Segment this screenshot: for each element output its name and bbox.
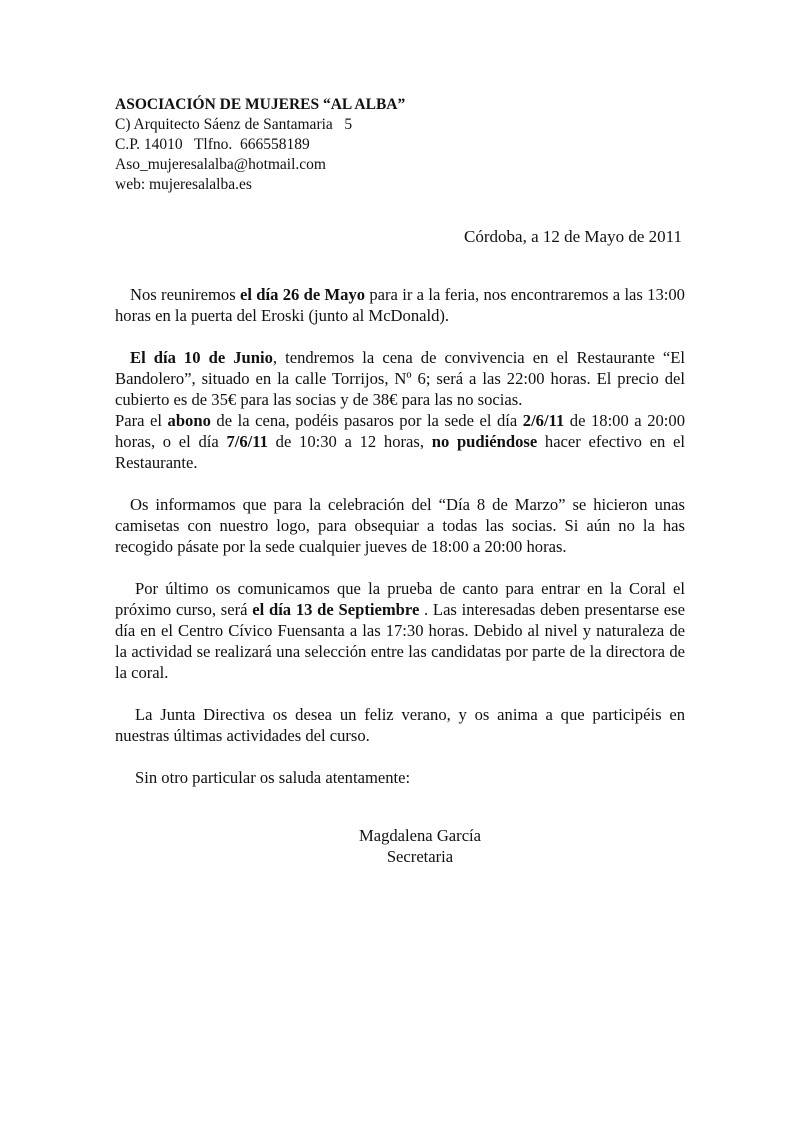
bold-date: el día 26 de Mayo — [240, 285, 366, 304]
bold-date: El día 10 de Junio — [130, 348, 273, 367]
text-span: de la cena, podéis pasaros por la sede el día — [210, 411, 523, 430]
bold-date: 7/6/11 — [226, 432, 268, 451]
address-line: C) Arquitecto Sáenz de Santamaria 5 — [115, 116, 353, 133]
signer-name: Magdalena García — [358, 826, 482, 845]
phone-line: C.P. 14010 Tlfno. 666558189 — [115, 136, 310, 153]
text-span: Para el — [115, 411, 168, 430]
paragraph-cena — [115, 347, 685, 410]
paragraph-coral — [115, 578, 685, 683]
text-span: Por último os comunicamos que la prueba de canto para entrar en la Coral el próximo curso, será — [115, 579, 685, 619]
paragraph-abono — [115, 410, 685, 473]
paragraph-verano: La Junta Directiva os desea un feliz verano, y os anima a que participéis en nuestras últimas actividades del curso. — [115, 705, 685, 745]
bold-date: 2/6/11 — [522, 411, 565, 430]
letterhead — [115, 95, 405, 195]
text-span: Nos reuniremos — [130, 285, 240, 304]
text-span: para ir a la feria, nos encontraremos a las 13:00 horas en la puerta del Eroski (junto al McDonald). — [115, 285, 685, 325]
letter-date: Córdoba, a 12 de Mayo de 2011 — [464, 227, 682, 246]
bold-word: no pudiéndose — [431, 432, 538, 451]
text-span: . Las interesadas deben presentarse ese día en el Centro Cívico Fuensanta a las 17:30 horas. Debido al nivel y naturaleza de la actividad se realizará una selección entre las candidatas por parte de la directora de la coral. — [115, 600, 685, 682]
signature-block — [300, 825, 540, 867]
web-line: web: mujeresalalba.es — [115, 176, 252, 193]
bold-word: abono — [167, 411, 211, 430]
bold-date: el día 13 de Septiembre — [252, 600, 420, 619]
paragraph-closing: Sin otro particular os saluda atentamente: — [135, 768, 411, 787]
text-span: , tendremos la cena de convivencia en el Restaurante “El Bandolero”, situado en la calle Torrijos, Nº 6; será a las 22:00 horas. El precio del cubierto es de 35€ para las socias y de 38€ para las no socias. — [115, 348, 685, 409]
paragraph-feria — [115, 284, 685, 326]
text-span: hacer efectivo en el Restaurante. — [115, 432, 685, 472]
paragraph-camisetas: Os informamos que para la celebración del “Día 8 de Marzo” se hicieron unas camisetas con nuestro logo, para obsequiar a todas las socias. Si aún no la has recogido pásate por la sede cualquier jueves de 18:00 a 20:00 horas. — [115, 495, 685, 556]
text-span: de 10:30 a 12 horas, — [267, 432, 432, 451]
email-line: Aso_mujeresalalba@hotmail.com — [115, 156, 326, 173]
letter-body — [115, 284, 685, 809]
organization-name: ASOCIACIÓN DE MUJERES “AL ALBA” — [115, 96, 406, 113]
signer-role: Secretaria — [386, 847, 454, 866]
text-span: de 18:00 a 20:00 horas, o el día — [115, 411, 685, 451]
